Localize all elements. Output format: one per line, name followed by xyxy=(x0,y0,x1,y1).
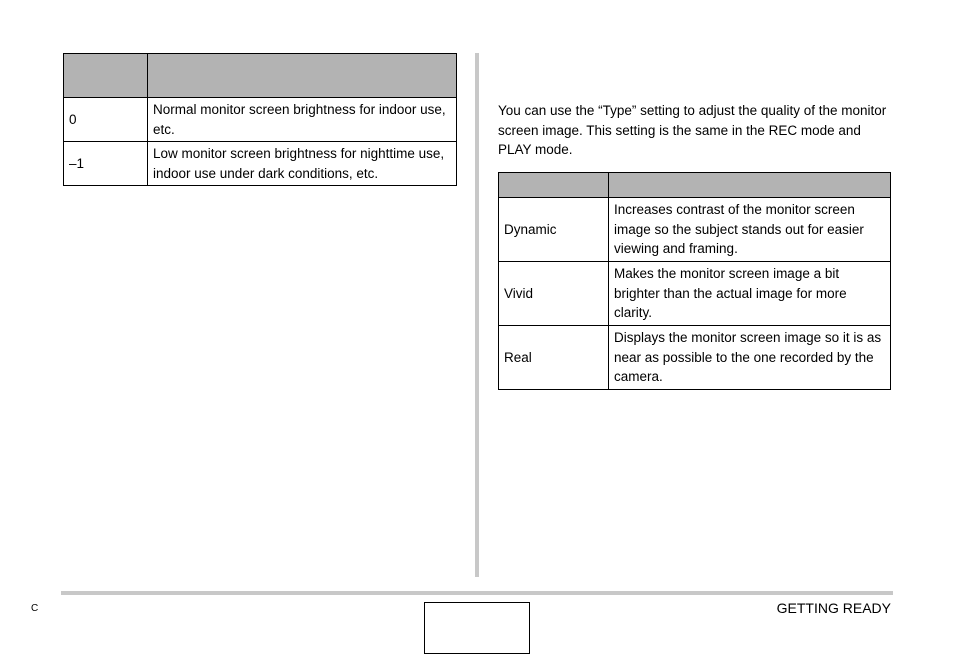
page-number-box xyxy=(424,602,530,654)
footer-rule xyxy=(61,591,893,595)
screen-type-table xyxy=(498,172,891,390)
brightness-value-cell: –1 xyxy=(64,142,148,186)
brightness-table xyxy=(63,53,457,186)
brightness-description-cell: Low monitor screen brightness for nighttime use, indoor use under dark conditions, etc. xyxy=(148,142,457,186)
table-row xyxy=(499,326,891,390)
brightness-description-cell: Normal monitor screen brightness for indoor use, etc. xyxy=(148,98,457,142)
table-row xyxy=(499,198,891,262)
screen-type-description-cell: Makes the monitor screen image a bit brighter than the actual image for more clarity. xyxy=(609,262,891,326)
screen-type-description-cell: Increases contrast of the monitor screen image so the subject stands out for easier viewing and framing. xyxy=(609,198,891,262)
corner-letter: C xyxy=(31,603,39,614)
table-header-cell xyxy=(609,173,891,198)
brightness-value-cell: 0 xyxy=(64,98,148,142)
screen-type-cell: Real xyxy=(499,326,609,390)
section-title: GETTING READY xyxy=(776,600,891,616)
intro-paragraph: You can use the “Type” setting to adjust the quality of the monitor screen image. This setting is the same in the REC mode and PLAY mode. xyxy=(498,103,887,157)
table-row xyxy=(64,98,457,142)
screen-type-cell: Vivid xyxy=(499,262,609,326)
screen-type-cell: Dynamic xyxy=(499,198,609,262)
table-header-row xyxy=(64,54,457,98)
table-header-row xyxy=(499,173,891,198)
table-row xyxy=(499,262,891,326)
table-row xyxy=(64,142,457,186)
screen-type-description-cell: Displays the monitor screen image so it is as near as possible to the one recorded by the camera. xyxy=(609,326,891,390)
column-divider xyxy=(475,53,479,577)
table-header-cell xyxy=(148,54,457,98)
table-header-cell xyxy=(64,54,148,98)
table-header-cell xyxy=(499,173,609,198)
